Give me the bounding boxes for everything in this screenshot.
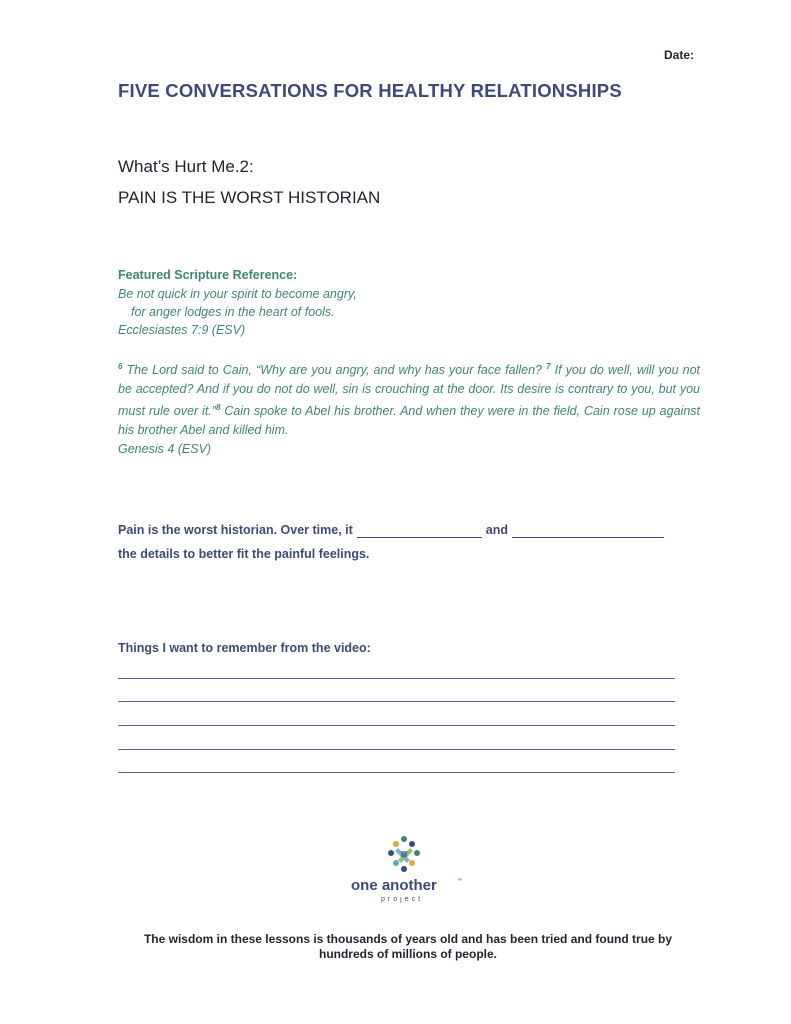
brand-trademark: ™ [457, 878, 462, 884]
date-label: Date: [664, 48, 695, 62]
brand-name: one another [351, 877, 437, 894]
fill-in-blank-1[interactable] [357, 523, 482, 538]
ecclesiastes-line-2: for anger lodges in the heart of fools. [131, 305, 335, 319]
scripture-heading: Featured Scripture Reference: [118, 268, 298, 282]
footer-text: The wisdom in these lessons is thousands of years old and has been tried and found true by hundreds of millions of people. [143, 932, 673, 961]
brand-subtitle: project [381, 896, 424, 903]
notes-heading: Things I want to remember from the video: [118, 641, 371, 655]
one-another-logo-icon [384, 834, 424, 874]
verse-text: The Lord said to Cain, “Why are you angry, and why has your face fallen? [122, 363, 542, 378]
fill-in-text-2: and [485, 523, 509, 537]
notes-line[interactable] [118, 772, 675, 773]
fill-in-sentence-end: the details to better fit the painful feelings. [118, 547, 370, 561]
fill-in-sentence [118, 523, 664, 538]
fill-in-text-1: Pain is the worst historian. Over time, it [118, 523, 353, 537]
notes-line[interactable] [118, 749, 675, 750]
genesis-reference: Genesis 4 (ESV) [118, 441, 212, 456]
fill-in-blank-2[interactable] [512, 523, 664, 538]
verse-text: Cain spoke to Abel his brother. And when they were in the field, Cain rose up against his brother Abel and killed him. [118, 403, 700, 437]
genesis-passage [118, 358, 700, 458]
page-title: FIVE CONVERSATIONS FOR HEALTHY RELATIONSHIPS [118, 80, 622, 101]
verse-number: 8 [215, 402, 221, 412]
notes-line[interactable] [118, 701, 675, 702]
lesson-subtitle: What’s Hurt Me.2: [118, 157, 254, 176]
verse-number: 7 [546, 362, 551, 371]
notes-line[interactable] [118, 678, 675, 679]
notes-line[interactable] [118, 725, 675, 726]
lesson-title: PAIN IS THE WORST HISTORIAN [118, 188, 381, 207]
verse-text: If you do well, will you not be accepted? And if you do not do well, sin is crouching at the door. Its desire is contrary to you, but you must rule over it.” [118, 363, 700, 418]
ecclesiastes-line-1: Be not quick in your spirit to become angry, [118, 287, 357, 301]
verse-number: 6 [118, 362, 123, 371]
ecclesiastes-reference: Ecclesiastes 7:9 (ESV) [118, 323, 246, 337]
